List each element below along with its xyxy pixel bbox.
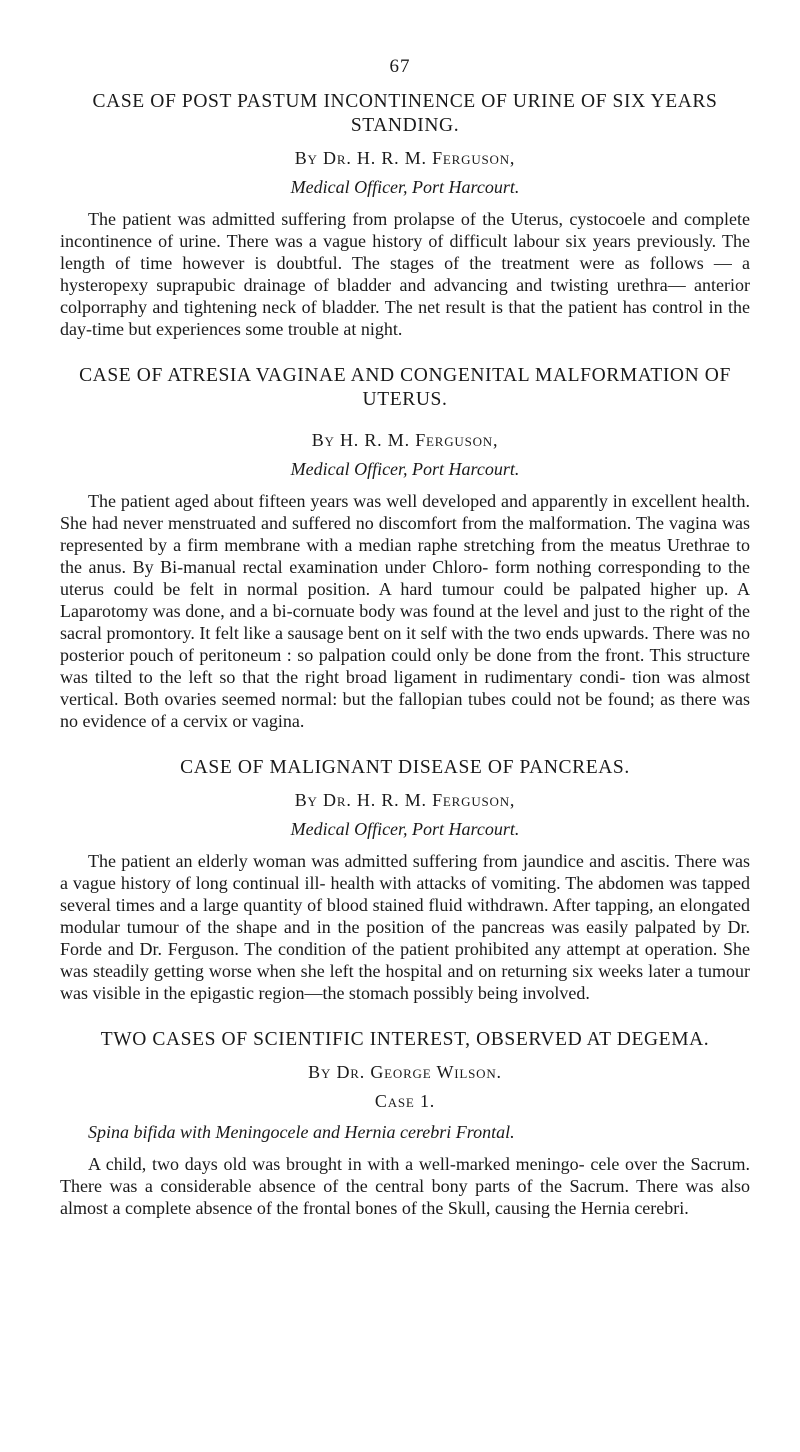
article-byline: By H. R. M. Ferguson, xyxy=(311,430,499,450)
article-byline: By Dr. H. R. M. Ferguson, xyxy=(294,790,516,810)
article-pancreas xyxy=(60,756,750,1004)
article-affiliation: Medical Officer, Port Harcourt. xyxy=(290,177,520,197)
article-byline: By Dr. George Wilson. xyxy=(308,1062,502,1082)
page-number: 67 xyxy=(389,56,411,77)
article-title: CASE OF POST PASTUM INCONTINENCE OF URINE OF SIX YEARS STANDING. xyxy=(92,91,718,136)
article-title: TWO CASES OF SCIENTIFIC INTEREST, OBSERVED AT DEGEMA. xyxy=(100,1029,710,1050)
article-degema xyxy=(60,1028,750,1219)
case-label: Case 1. xyxy=(374,1091,436,1111)
page-content xyxy=(60,90,750,1219)
article-body: The patient aged about fifteen years was well developed and apparently in excellent health. She had never menstruated and suffered no discomfort from the malformation. The vagina was represented by a firm membrane with a median raphe stretching from the meatus Urethrae to the anus. By Bi-manual rectal examination under Chloro- form nothing corresponding to the uterus could be felt in normal position. A hard tumour could be palpated higher up. A Laparotomy was done, and a bi-cornuate body was found at the level and just to the right of the sacral promontory. It felt like a sausage bent on it self with the two ends upwards. There was no posterior pouch of peritoneum : so palpation could only be done from the front. This structure was tilted to the left so that the right broad ligament in rudimentary condi- tion was almost vertical. Both ovaries seemed normal: but the fallopian tubes could not be found; as there was no evidence of a cervix or vagina. xyxy=(60,491,750,731)
article-subtitle: Spina bifida with Meningocele and Hernia cerebri Frontal. xyxy=(88,1122,515,1142)
article-incontinence xyxy=(60,90,750,340)
article-title: CASE OF ATRESIA VAGINAE AND CONGENITAL MALFORMATION OF UTERUS. xyxy=(79,365,731,410)
article-atresia xyxy=(60,364,750,732)
article-body: The patient was admitted suffering from prolapse of the Uterus, cystocoele and complete incontinence of urine. There was a vague history of difficult labour six years previously. The length of time however is doubtful. The stages of the treatment were as follows — a hysteropexy suprapubic drainage of bladder and advancing and twisting urethra— anterior colporraphy and tightening neck of bladder. The net result is that the patient has control in the day-time but experiences some trouble at night. xyxy=(60,209,750,339)
article-byline: By Dr. H. R. M. Ferguson, xyxy=(294,148,516,168)
article-title: CASE OF MALIGNANT DISEASE OF PANCREAS. xyxy=(180,757,630,778)
article-affiliation: Medical Officer, Port Harcourt. xyxy=(290,819,520,839)
article-affiliation: Medical Officer, Port Harcourt. xyxy=(290,459,520,479)
article-body: The patient an elderly woman was admitted suffering from jaundice and ascitis. There was a vague history of long continual ill- health with attacks of vomiting. The abdomen was tapped several times and a large quantity of blood stained fluid withdrawn. After tapping, an elongated modular tumour of the shape and in the position of the pancreas was easily palpated by Dr. Forde and Dr. Ferguson. The condition of the patient prohibited any attempt at operation. She was steadily getting worse when she left the hospital and on returning six weeks later a tumour was visible in the epigastic region—the stomach possibly being involved. xyxy=(60,851,750,1003)
article-body: A child, two days old was brought in with a well-marked meningo- cele over the Sacrum. There was a considerable absence of the central bony parts of the Sacrum. There was also almost a complete absence of the frontal bones of the Skull, causing the Hernia cerebri. xyxy=(60,1154,750,1218)
